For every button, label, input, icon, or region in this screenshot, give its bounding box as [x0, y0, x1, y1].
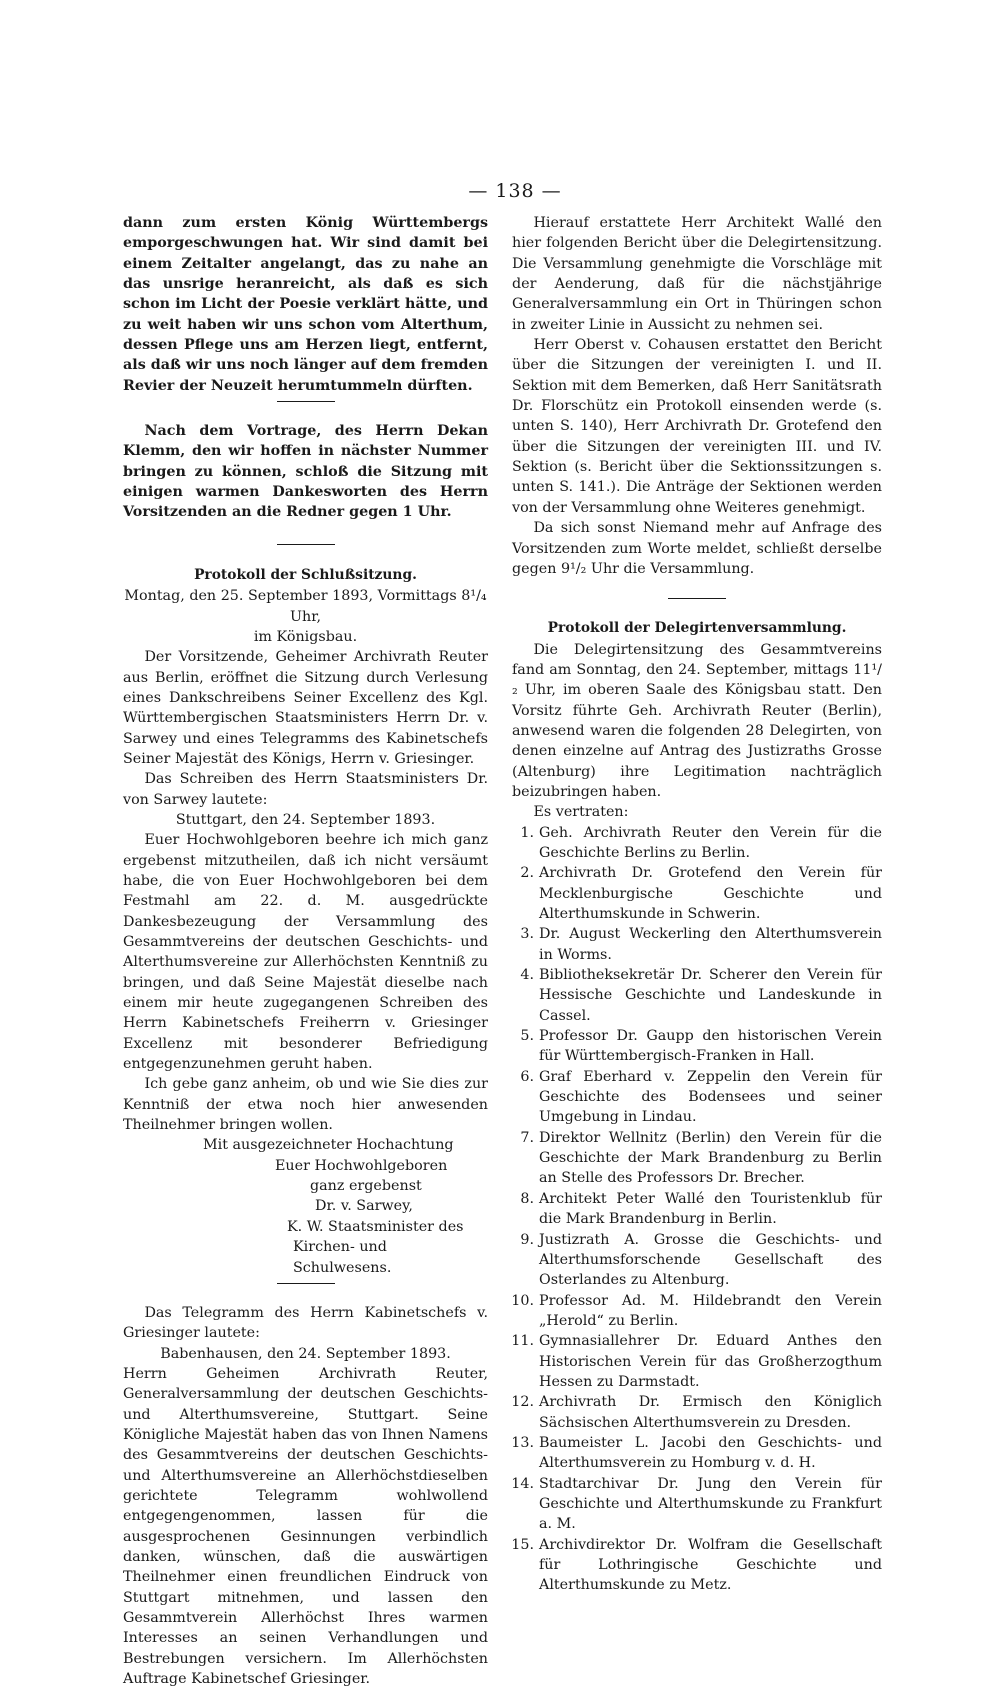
- list-text: Archivdirektor Dr. Wolfram die Gesellschaft für Lothringische Geschichte und Alterthumskunde zu Metz.: [539, 1536, 882, 1594]
- list-number: 14.: [511, 1475, 534, 1492]
- list-text: Graf Eberhard v. Zeppelin den Verein für Geschichte des Bodensees und seiner Umgebung in Lindau.: [539, 1068, 882, 1126]
- paragraph: Es vertraten:: [533, 804, 629, 821]
- list-text: Direktor Wellnitz (Berlin) den Verein für die Geschichte der Mark Brandenburg zu Berlin an Stelle des Professors Dr. Brecher.: [539, 1129, 882, 1187]
- list-number: 9.: [520, 1231, 534, 1248]
- paragraph: Herr Oberst v. Cohausen erstattet den Bericht über die Sitzungen der vereinigten I. und II. Sektion mit dem Bemerken, daß Herr Sanitätsrath Dr. Florschütz ein Protokoll einsenden werde (s. unten S. 140), Herr Archivrath Dr. Grotefend den über die Sitzungen der vereinigten III. und IV. Sektion (s. Bericht über die Sektionssitzungen s. unten S. 141.). Die Anträge der Sektionen werden von der Versammlung ohne Weiteres genehmigt.: [512, 337, 882, 516]
- telegram-body: Herrn Geheimen Archivrath Reuter, Generalversammlung der deutschen Geschichts- und Alterthumsvereine, Stuttgart. Seine Königliche Majestät haben das von Ihnen Namens des Gesammtvereins der deutschen Geschichts- und Alterthumsvereine an Allerhöchstdieselben gerichtete Telegramm wohlwollend entgegengenommen, lassen für die ausgesprochenen Gesinnungen verbindlich danken, wünschen, daß die auswärtigen Theilnehmer einen freundlichen Eindruck von Stuttgart mitnehmen, und lassen den Gesammtverein Allerhöchst Ihres warmen Interesses an seinen Verhandlungen und Bestrebungen versichern. Im Allerhöchsten Auftrage Kabinetschef Griesinger.: [123, 1365, 488, 1688]
- list-number: 3.: [520, 926, 534, 943]
- telegram-place-date: Babenhausen, den 24. September 1893.: [160, 1345, 451, 1362]
- signature-line: ganz ergebenst: [310, 1178, 422, 1195]
- list-text: Bibliotheksekretär Dr. Scherer den Verein für Hessische Geschichte und Landeskunde in Cassel.: [539, 967, 882, 1024]
- list-item: [512, 924, 882, 965]
- list-text: Dr. August Weckerling den Alterthumsverein in Worms.: [539, 926, 882, 963]
- delegates-list: [512, 823, 882, 1596]
- paragraph: Der Vorsitzende, Geheimer Archivrath Reuter aus Berlin, eröffnet die Sitzung durch Verlesung eines Dankschreibens Seiner Excellenz des Kgl. Württembergischen Staatsministers Herrn Dr. v. Sarwey und eines Telegramms des Kabinetschefs Seiner Majestät des Königs, Herrn v. Griesinger.: [123, 649, 488, 767]
- section-heading: Protokoll der Delegirtenversammlung.: [547, 620, 847, 637]
- paragraph: Das Telegramm des Herrn Kabinetschefs v. Griesinger lautete:: [123, 1304, 488, 1342]
- letter-place-date: Stuttgart, den 24. September 1893.: [175, 811, 436, 828]
- list-item: [512, 1392, 882, 1433]
- signature-line: Mit ausgezeichneter Hochachtung: [203, 1137, 454, 1154]
- list-text: Baumeister L. Jacobi den Geschichts- und Alterthumsverein zu Homburg v. d. H.: [539, 1434, 882, 1472]
- list-item: [512, 1535, 882, 1596]
- signature-line: Euer Hochwohlgeboren: [275, 1157, 448, 1174]
- divider: [668, 598, 726, 599]
- list-text: Geh. Archivrath Reuter den Verein für die Geschichte Berlins zu Berlin.: [539, 824, 882, 861]
- list-item: [512, 965, 882, 1026]
- signature-line: Kirchen- und Schulwesens.: [293, 1239, 392, 1276]
- paragraph: Nach dem Vortrage, des Herrn Dekan Klemm, den wir hoffen in nächster Nummer bringen zu können, schloß die Sitzung mit einigen warmen Dankesworten des Herrn Vorsitzenden an die Redner gegen 1 Uhr.: [123, 423, 488, 521]
- list-item: [512, 1331, 882, 1392]
- paragraph: Da sich sonst Niemand mehr auf Anfrage des Vorsitzenden zum Worte meldet, schließt derselbe gegen 9¹/₂ Uhr die Versammlung.: [512, 520, 882, 577]
- list-number: 8.: [520, 1190, 534, 1207]
- list-number: 2.: [520, 865, 534, 882]
- list-number: 15.: [511, 1536, 534, 1553]
- date-line: im Königsbau.: [253, 628, 358, 645]
- paragraph: Das Schreiben des Herrn Staatsministers Dr. von Sarwey lautete:: [123, 771, 488, 808]
- divider: [277, 401, 335, 402]
- list-text: Stadtarchivar Dr. Jung den Verein für Geschichte und Alterthumskunde zu Frankfurt a. M.: [539, 1475, 882, 1533]
- list-item: [512, 1128, 882, 1189]
- list-text: Architekt Peter Wallé den Touristenklub für die Mark Brandenburg in Berlin.: [539, 1190, 882, 1228]
- list-text: Archivrath Dr. Ermisch den Königlich Sächsischen Alterthumsverein zu Dresden.: [539, 1394, 882, 1431]
- list-number: 10.: [511, 1292, 534, 1309]
- paragraph: Die Delegirtensitzung des Gesammtvereins fand am Sonntag, den 24. September, mittags 11¹/₂ Uhr, im oberen Saale des Königsbau statt. Den Vorsitz führte Geh. Archivrath Reuter (Berlin), anwesend waren die folgenden 28 Delegirten, von denen einzelne auf Antrag des Justizraths Grosse (Altenburg) ihre Legitimation nachträglich beizubringen haben.: [512, 641, 882, 800]
- list-item: [512, 1474, 882, 1535]
- list-number: 13.: [511, 1434, 534, 1451]
- list-item: [512, 863, 882, 924]
- list-number: 6.: [520, 1068, 534, 1085]
- list-number: 12.: [511, 1394, 534, 1411]
- letter-body: Euer Hochwohlgeboren beehre ich mich ganz ergebenst mitzutheilen, daß ich nicht versäumt habe, die von Euer Hochwohlgeboren bei dem Festmahl am 22. d. M. ausgedrückte Dankesbezeugung der Versammlung des Gesammtvereins der deutschen Geschichts- und Alterthumsvereine zur Allerhöchsten Kenntniß zu bringen, und daß Seine Majestät dieselbe nach einem mir heute zugegangenen Schreiben des Herrn Kabinetschefs Freiherrn v. Griesinger Excellenz mit besonderer Befriedigung entgegenzunehmen geruht haben.: [123, 832, 488, 1073]
- list-text: Professor Dr. Gaupp den historischen Verein für Württembergisch-Franken in Hall.: [539, 1028, 882, 1065]
- list-number: 5.: [520, 1028, 534, 1045]
- signature-line: K. W. Staatsminister des: [287, 1218, 464, 1235]
- list-text: Justizrath A. Grosse die Geschichts- und Alterthumsforschende Gesellschaft des Osterlandes zu Altenburg.: [539, 1231, 882, 1289]
- left-column: [123, 213, 488, 1689]
- list-number: 11.: [511, 1333, 534, 1350]
- list-text: Professor Ad. M. Hildebrandt den Verein „Herold“ zu Berlin.: [539, 1292, 882, 1329]
- list-text: Archivrath Dr. Grotefend den Verein für Mecklenburgische Geschichte und Alterthumskunde in Schwerin.: [539, 865, 882, 922]
- paragraph: Hierauf erstattete Herr Architekt Wallé den hier folgenden Bericht über die Delegirtensitzung. Die Versammlung genehmigte die Vorschläge mit der Aenderung, daß für die nächstjährige Generalversammlung ein Ort in Thüringen schon in zweiter Linie in Aussicht zu nehmen sei.: [512, 215, 882, 333]
- divider: [277, 544, 335, 545]
- letter-body: Ich gebe ganz anheim, ob und wie Sie dies zur Kenntniß der etwa noch hier anwesenden Theilnehmer bringen wollen.: [123, 1076, 488, 1134]
- list-number: 7.: [520, 1129, 534, 1146]
- list-item: [512, 1433, 882, 1474]
- list-number: 4.: [520, 967, 534, 984]
- list-number: 1.: [520, 824, 534, 841]
- divider: [277, 1283, 335, 1284]
- right-column: [512, 213, 882, 1596]
- date-line: Montag, den 25. September 1893, Vormittags 8¹/₄ Uhr,: [124, 588, 487, 625]
- list-item: [512, 1067, 882, 1128]
- list-text: Gymnasiallehrer Dr. Eduard Anthes den Historischen Verein für das Großherzogthum Hessen zu Darmstadt.: [539, 1333, 882, 1390]
- list-item: [512, 823, 882, 864]
- page-number: — 138 —: [468, 180, 562, 202]
- list-item: [512, 1026, 882, 1067]
- list-item: [512, 1230, 882, 1291]
- list-item: [512, 1189, 882, 1230]
- list-item: [512, 1291, 882, 1332]
- paragraph: dann zum ersten König Württembergs emporgeschwungen hat. Wir sind damit bei einem Zeitalter angelangt, das zu nahe an das unsrige heranreicht, als daß es sich schon im Licht der Poesie verklärt hätte, und zu weit haben wir uns schon vom Alterthum, dessen Pflege uns am Herzen liegt, entfernt, als daß wir uns noch länger auf dem fremden Revier der Neuzeit herumtummeln dürften.: [123, 215, 488, 394]
- section-heading: Protokoll der Schlußsitzung.: [194, 566, 417, 583]
- signature-line: Dr. v. Sarwey,: [315, 1198, 413, 1215]
